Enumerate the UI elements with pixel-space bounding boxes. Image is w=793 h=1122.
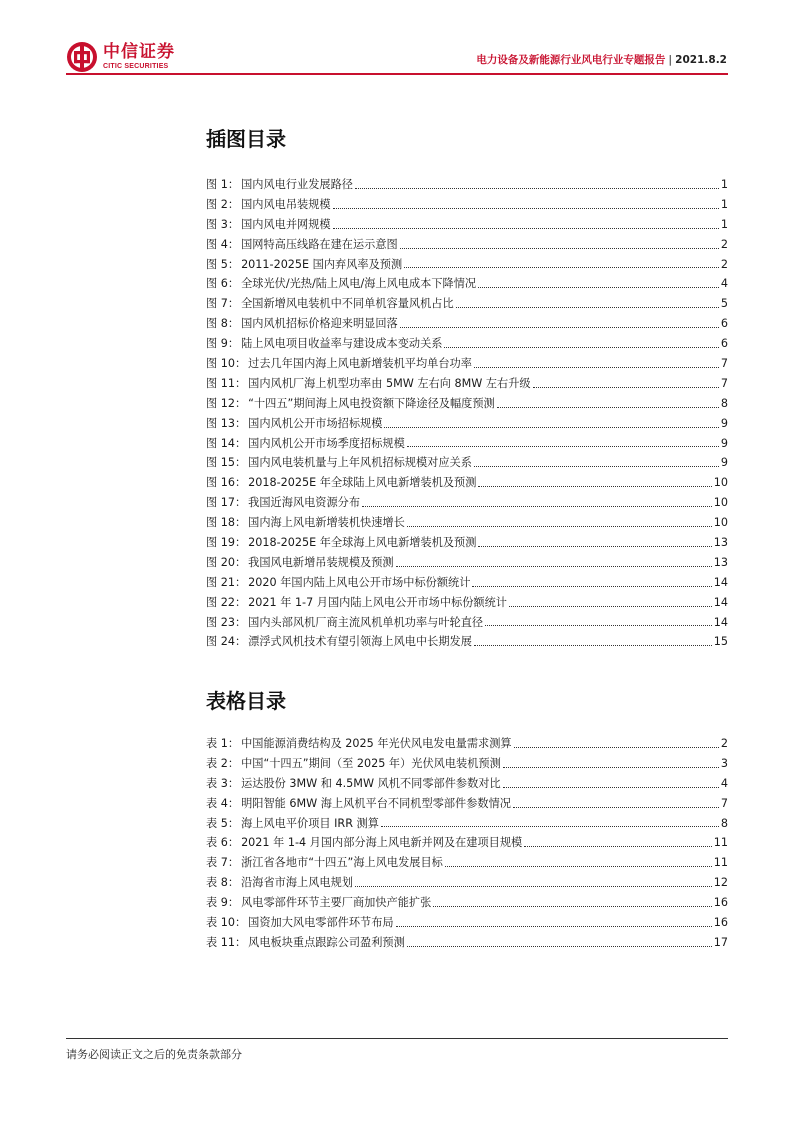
- figure-entry[interactable]: [206, 593, 728, 613]
- table-entry-page: 3: [720, 756, 728, 770]
- table-entry-title: 国资加大风电零部件环节布局: [248, 916, 394, 930]
- dot-leader: [400, 326, 719, 328]
- figure-entry-page: 6: [720, 317, 728, 331]
- figure-entry-number: 图 19：: [206, 536, 247, 550]
- table-entry[interactable]: [206, 873, 728, 893]
- dot-leader: [474, 644, 712, 646]
- table-entry-label: [206, 853, 443, 873]
- table-entry-title: 2021 年 1-4 月国内部分海上风电新并网及在建项目规模: [241, 836, 523, 850]
- figures-toc-list: [206, 175, 728, 652]
- figure-entry-page: 1: [720, 217, 728, 231]
- dot-leader: [384, 426, 718, 428]
- table-entry[interactable]: [206, 754, 728, 774]
- table-entry-label: [206, 893, 431, 913]
- table-entry[interactable]: [206, 814, 728, 834]
- figure-entry-number: 图 9：: [206, 337, 240, 351]
- figure-entry-label: [206, 513, 405, 533]
- figure-entry-label: [206, 274, 476, 294]
- table-entry-title: 中国“十四五”期间（至 2025 年）光伏风电装机预测: [241, 756, 501, 770]
- figure-entry-title: 全球光伏/光热/陆上风电/海上风电成本下降情况: [241, 277, 477, 291]
- brand-logo: [66, 40, 175, 74]
- figure-entry-page: 2: [720, 237, 728, 251]
- figure-entry-title: “十四五”期间海上风电投资额下降途径及幅度预测: [248, 396, 495, 410]
- table-entry-number: 表 10：: [206, 916, 247, 930]
- table-entry-number: 表 1：: [206, 737, 240, 750]
- table-entry-number: 表 2：: [206, 756, 240, 770]
- figure-entry[interactable]: [206, 533, 728, 553]
- figure-entry[interactable]: [206, 453, 728, 473]
- figure-entry-number: 图 24：: [206, 635, 247, 649]
- figure-entry-label: [206, 255, 402, 275]
- figure-entry-label: [206, 573, 470, 593]
- report-header: [476, 52, 727, 67]
- figure-entry-title: 过去几年国内海上风电新增装机平均单台功率: [248, 357, 472, 371]
- figure-entry-title: 2011-2025E 国内弃风率及预测: [241, 257, 403, 271]
- figure-entry-label: [206, 195, 331, 215]
- table-entry-title: 浙江省各地市“十四五”海上风电发展目标: [241, 856, 443, 870]
- figure-entry-title: 国内风电装机量与上年风机招标规模对应关系: [248, 456, 472, 470]
- figure-entry[interactable]: [206, 632, 728, 652]
- dot-leader: [400, 247, 719, 249]
- figure-entry-title: 陆上风电项目收益率与建设成本变动关系: [241, 337, 443, 351]
- figure-entry-page: 9: [720, 456, 728, 470]
- figure-entry[interactable]: [206, 215, 728, 235]
- figure-entry[interactable]: [206, 553, 728, 573]
- figure-entry-title: 国内风电行业发展路径: [241, 178, 353, 191]
- table-entry-label: [206, 913, 394, 933]
- figure-entry-page: 5: [720, 297, 728, 311]
- header-divider: [66, 73, 728, 75]
- figure-entry-title: 国内风电并网规模: [241, 217, 331, 231]
- dot-leader: [362, 505, 712, 507]
- figure-entry-title: 国内风机公开市场季度招标规模: [248, 436, 405, 450]
- figure-entry-page: 7: [720, 376, 728, 390]
- brand-name-cn: 中信证券: [103, 42, 175, 62]
- dot-leader: [407, 525, 712, 527]
- table-entry[interactable]: [206, 734, 728, 754]
- table-entry-page: 8: [720, 816, 728, 830]
- figure-entry-title: 国内头部风机厂商主流风机单机功率与叶轮直径: [248, 615, 484, 629]
- figure-entry[interactable]: [206, 513, 728, 533]
- figure-entry[interactable]: [206, 255, 728, 275]
- figure-entry-page: 14: [713, 575, 728, 589]
- figure-entry-page: 7: [720, 357, 728, 371]
- table-entry[interactable]: [206, 774, 728, 794]
- dot-leader: [381, 825, 719, 827]
- header-separator: |: [668, 54, 673, 66]
- table-entry-page: 2: [720, 737, 728, 750]
- table-entry-title: 明阳智能 6MW 海上风机平台不同机型零部件参数情况: [241, 796, 511, 810]
- dot-leader: [333, 227, 719, 229]
- dot-leader: [333, 207, 719, 209]
- figure-entry[interactable]: [206, 613, 728, 633]
- dot-leader: [444, 346, 718, 348]
- table-entry-number: 表 5：: [206, 816, 240, 830]
- table-entry-number: 表 9：: [206, 896, 240, 910]
- figure-entry-label: [206, 394, 495, 414]
- figure-entry-page: 1: [720, 197, 728, 211]
- table-entry-title: 运达股份 3MW 和 4.5MW 风机不同零部件参数对比: [241, 776, 501, 790]
- table-entry-label: [206, 933, 405, 953]
- figure-entry-label: [206, 354, 472, 374]
- table-entry[interactable]: [206, 833, 728, 853]
- figure-entry-page: 9: [720, 416, 728, 430]
- table-entry-label: [206, 754, 501, 774]
- table-entry-title: 风电零部件环节主要厂商加快产能扩张: [241, 896, 432, 910]
- figure-entry-label: [206, 235, 398, 255]
- figure-entry-number: 图 10：: [206, 357, 247, 371]
- figure-entry-label: [206, 294, 454, 314]
- dot-leader: [474, 465, 719, 467]
- dot-leader: [474, 366, 719, 368]
- figure-entry-number: 图 23：: [206, 615, 247, 629]
- figure-entry-page: 14: [713, 595, 728, 609]
- dot-leader: [514, 746, 719, 748]
- table-entry-label: [206, 814, 379, 834]
- table-entry-number: 表 4：: [206, 796, 240, 810]
- figure-entry-page: 9: [720, 436, 728, 450]
- figure-entry-title: 2018-2025E 年全球陆上风电新增装机及预测: [248, 476, 477, 490]
- figure-entry-page: 2: [720, 257, 728, 271]
- figure-entry-title: 2021 年 1-7 月国内陆上风电公开市场中标份额统计: [248, 595, 507, 609]
- figure-entry-title: 2020 年国内陆上风电公开市场中标份额统计: [248, 575, 471, 589]
- figure-entry-number: 图 1：: [206, 178, 240, 191]
- figure-entry-number: 图 13：: [206, 416, 247, 430]
- figure-entry-number: 图 4：: [206, 237, 240, 251]
- dot-leader: [355, 187, 719, 189]
- table-entry-label: [206, 873, 353, 893]
- table-entry-label: [206, 734, 512, 754]
- figure-entry[interactable]: [206, 314, 728, 334]
- dot-leader: [533, 386, 719, 388]
- figure-entry-number: 图 3：: [206, 217, 240, 231]
- figure-entry-page: 8: [720, 396, 728, 410]
- table-entry-page: 11: [713, 856, 728, 870]
- table-entry-number: 表 6：: [206, 836, 240, 850]
- dot-leader: [472, 585, 711, 587]
- dot-leader: [404, 266, 719, 268]
- table-entry-page: 11: [713, 836, 728, 850]
- table-entry-page: 16: [713, 896, 728, 910]
- dot-leader: [433, 905, 711, 907]
- table-entry-page: 17: [713, 935, 728, 949]
- figure-entry-title: 国网特高压线路在建在运示意图: [241, 237, 398, 251]
- dot-leader: [355, 885, 712, 887]
- figure-entry-page: 14: [713, 615, 728, 629]
- figure-entry-label: [206, 434, 405, 454]
- figure-entry-number: 图 7：: [206, 297, 240, 311]
- figure-entry-title: 国内风机厂海上机型功率由 5MW 左右向 8MW 左右升级: [248, 376, 531, 390]
- figure-entry-page: 4: [720, 277, 728, 291]
- figure-entry-label: [206, 553, 394, 573]
- figure-entry-number: 图 16：: [206, 476, 247, 490]
- figure-entry-number: 图 14：: [206, 436, 247, 450]
- figure-entry-label: [206, 473, 476, 493]
- dot-leader: [478, 545, 711, 547]
- figure-entry[interactable]: [206, 175, 728, 195]
- table-entry-page: 12: [713, 876, 728, 890]
- figure-entry-label: [206, 613, 483, 633]
- figure-entry-label: [206, 493, 360, 513]
- figure-entry-title: 我国近海风电资源分布: [248, 496, 361, 510]
- figure-entry-label: [206, 175, 353, 195]
- figure-entry-number: 图 21：: [206, 575, 247, 589]
- figure-entry[interactable]: [206, 195, 728, 215]
- footer-disclaimer: 请务必阅读正文之后的免责条款部分: [66, 1048, 242, 1061]
- figure-entry-number: 图 17：: [206, 496, 247, 510]
- figure-entry-number: 图 22：: [206, 595, 247, 609]
- figure-entry-number: 图 11：: [206, 376, 247, 390]
- dot-leader: [445, 865, 712, 867]
- dot-leader: [503, 786, 719, 788]
- figure-entry-page: 13: [713, 555, 728, 569]
- table-entry[interactable]: [206, 913, 728, 933]
- figure-entry[interactable]: [206, 274, 728, 294]
- figure-entry-title: 国内风机公开市场招标规模: [248, 416, 383, 430]
- figure-entry-title: 国内风机招标价格迎来明显回落: [241, 317, 398, 331]
- figure-entry-page: 10: [713, 516, 728, 530]
- figure-entry-label: [206, 374, 531, 394]
- table-entry[interactable]: [206, 794, 728, 814]
- figure-entry[interactable]: [206, 493, 728, 513]
- figure-entry-page: 13: [713, 536, 728, 550]
- tables-toc-list: [206, 734, 728, 953]
- table-entry-page: 16: [713, 916, 728, 930]
- dot-leader: [478, 286, 719, 288]
- table-entry[interactable]: [206, 933, 728, 953]
- figure-entry-label: [206, 453, 472, 473]
- figure-entry-title: 我国风电新增吊装规模及预测: [248, 555, 394, 569]
- table-entry[interactable]: [206, 853, 728, 873]
- table-entry-number: 表 8：: [206, 876, 240, 890]
- figure-entry-number: 图 20：: [206, 555, 247, 569]
- dot-leader: [513, 806, 719, 808]
- figure-entry[interactable]: [206, 573, 728, 593]
- figure-entry[interactable]: [206, 414, 728, 434]
- figure-entry[interactable]: [206, 294, 728, 314]
- dot-leader: [485, 624, 712, 626]
- table-entry-number: 表 11：: [206, 935, 247, 949]
- figure-entry-number: 图 8：: [206, 317, 240, 331]
- brand-name-en: CITIC SECURITIES: [103, 63, 169, 70]
- table-entry-number: 表 7：: [206, 856, 240, 870]
- figure-entry-label: [206, 334, 442, 354]
- dot-leader: [503, 766, 719, 768]
- table-entry-label: [206, 774, 501, 794]
- figure-entry-label: [206, 533, 476, 553]
- dot-leader: [478, 485, 711, 487]
- figure-entry-page: 10: [713, 496, 728, 510]
- figure-entry-title: 国内风电吊装规模: [241, 197, 331, 211]
- figure-entry[interactable]: [206, 374, 728, 394]
- table-entry-page: 7: [720, 796, 728, 810]
- table-entry[interactable]: [206, 893, 728, 913]
- figures-toc-title: 插图目录: [206, 127, 286, 151]
- figure-entry-label: [206, 632, 472, 652]
- figure-entry-title: 漂浮式风机技术有望引领海上风电中长期发展: [248, 635, 472, 649]
- figure-entry-page: 15: [713, 635, 728, 649]
- table-entry-label: [206, 833, 522, 853]
- figure-entry[interactable]: [206, 334, 728, 354]
- figure-entry-label: [206, 314, 398, 334]
- citic-logo-icon: [66, 41, 98, 73]
- table-entry-label: [206, 794, 511, 814]
- figure-entry-number: 图 5：: [206, 257, 240, 271]
- table-entry-page: 4: [720, 776, 728, 790]
- dot-leader: [456, 306, 719, 308]
- dot-leader: [407, 445, 719, 447]
- figure-entry-number: 图 15：: [206, 456, 247, 470]
- figure-entry[interactable]: [206, 354, 728, 374]
- table-entry-title: 沿海省市海上风电规划: [241, 876, 353, 890]
- figure-entry-page: 1: [720, 178, 728, 191]
- figure-entry[interactable]: [206, 434, 728, 454]
- table-entry-title: 中国能源消费结构及 2025 年光伏风电发电量需求测算: [241, 737, 512, 750]
- figure-entry-number: 图 6：: [206, 277, 240, 291]
- figure-entry[interactable]: [206, 394, 728, 414]
- figure-entry[interactable]: [206, 235, 728, 255]
- figure-entry-number: 图 12：: [206, 396, 247, 410]
- footer-divider: [66, 1038, 728, 1039]
- dot-leader: [396, 925, 712, 927]
- figure-entry-page: 6: [720, 337, 728, 351]
- dot-leader: [407, 945, 712, 947]
- figure-entry-label: [206, 215, 331, 235]
- dot-leader: [509, 605, 712, 607]
- figure-entry-label: [206, 593, 507, 613]
- figure-entry-page: 10: [713, 476, 728, 490]
- figure-entry-title: 2018-2025E 年全球海上风电新增装机及预测: [248, 536, 477, 550]
- tables-toc-title: 表格目录: [206, 689, 286, 713]
- table-entry-title: 风电板块重点跟踪公司盈利预测: [248, 935, 405, 949]
- report-date: 2021.8.2: [675, 54, 727, 66]
- figure-entry-number: 图 2：: [206, 197, 240, 211]
- table-entry-title: 海上风电平价项目 IRR 测算: [241, 816, 379, 830]
- figure-entry-title: 国内海上风电新增装机快速增长: [248, 516, 405, 530]
- dot-leader: [497, 406, 719, 408]
- figure-entry[interactable]: [206, 473, 728, 493]
- dot-leader: [524, 845, 712, 847]
- figure-entry-title: 全国新增风电装机中不同单机容量风机占比: [241, 297, 454, 311]
- figure-entry-number: 图 18：: [206, 516, 247, 530]
- dot-leader: [396, 565, 712, 567]
- report-title: 电力设备及新能源行业风电行业专题报告: [476, 54, 666, 66]
- figure-entry-label: [206, 414, 382, 434]
- table-entry-number: 表 3：: [206, 776, 240, 790]
